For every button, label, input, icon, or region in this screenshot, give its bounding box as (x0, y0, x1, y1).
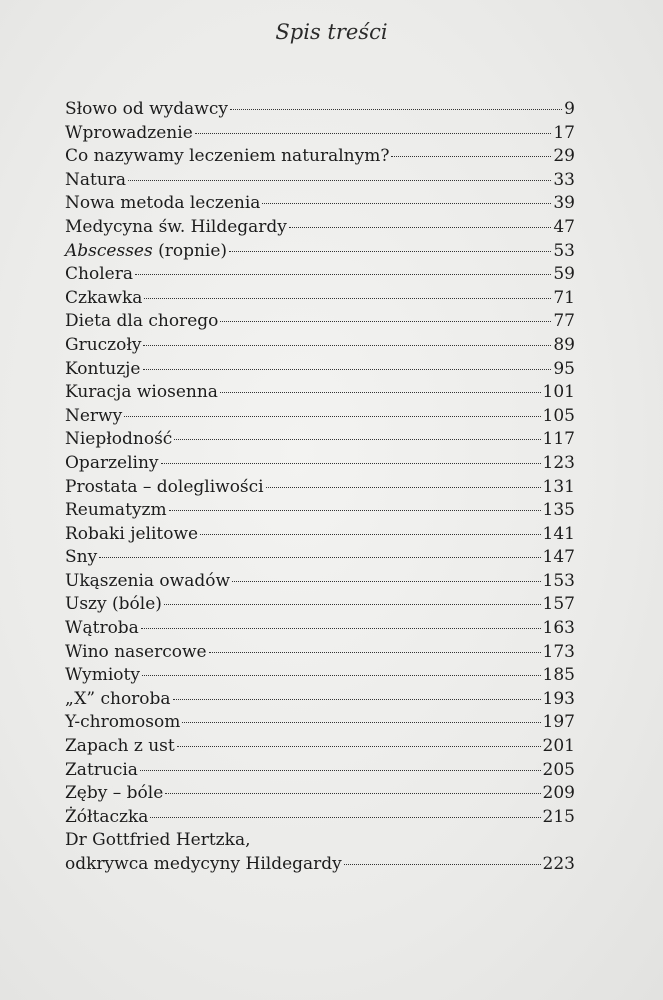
toc-entry (65, 98, 575, 122)
dot-leader (143, 369, 552, 370)
toc-entry-label: Cholera (65, 264, 133, 285)
toc-entry-page: 173 (542, 641, 575, 662)
toc-entry-label: Niepłodność (65, 429, 173, 450)
dot-leader (229, 251, 551, 252)
dot-leader (150, 817, 540, 818)
toc-entry (65, 735, 575, 759)
toc-entry-page: 95 (553, 358, 575, 379)
toc-entry-page: 29 (553, 146, 575, 167)
toc-entry-label: Wino nasercowe (65, 641, 207, 662)
table-of-contents (65, 98, 575, 877)
dot-leader (128, 180, 551, 181)
toc-entry-label: Zatrucia (65, 759, 138, 780)
toc-entry (65, 499, 575, 523)
toc-entry-page: 201 (542, 736, 575, 757)
toc-entry-page: 141 (542, 523, 575, 544)
toc-entry-page: 135 (542, 500, 575, 521)
toc-entry (65, 782, 575, 806)
toc-entry-page: 89 (553, 334, 575, 355)
toc-entry (65, 476, 575, 500)
toc-entry-label (65, 240, 227, 264)
toc-entry (65, 664, 575, 688)
dot-leader (173, 699, 541, 700)
toc-entry-page: 163 (542, 618, 575, 639)
toc-entry (65, 169, 575, 193)
toc-entry (65, 853, 575, 877)
dot-leader (174, 439, 540, 440)
dot-leader (135, 274, 551, 275)
toc-entry (65, 145, 575, 169)
toc-entry-label: Dieta dla chorego (65, 311, 219, 332)
dot-leader (124, 416, 540, 417)
toc-entry (65, 452, 575, 476)
dot-leader (143, 345, 551, 346)
dot-leader (230, 109, 562, 110)
dot-leader (165, 793, 540, 794)
toc-entry (65, 523, 575, 547)
dot-leader (220, 321, 551, 322)
toc-entry-page: 101 (542, 382, 575, 403)
toc-entry-page: 185 (542, 665, 575, 686)
toc-entry (65, 641, 575, 665)
toc-entry (65, 405, 575, 429)
toc-entry-page: 197 (542, 712, 575, 733)
toc-entry-label: Y-chromosom (65, 712, 181, 733)
dot-leader (169, 510, 541, 511)
toc-entry-label: Nerwy (65, 405, 123, 426)
dot-leader (209, 652, 541, 653)
dot-leader (344, 864, 541, 865)
dot-leader (220, 392, 541, 393)
toc-entry-label: odkrywca medycyny Hildegardy (65, 854, 342, 874)
toc-entry-label: Kuracja wiosenna (65, 382, 218, 403)
toc-entry-page: 205 (542, 759, 575, 780)
toc-entry-page: 17 (553, 122, 575, 143)
toc-entry-page: 153 (542, 570, 575, 591)
toc-entry-label-line1: Dr Gottfried Hertzka, (65, 830, 251, 851)
toc-entry-label: Uszy (bóle) (65, 594, 162, 615)
toc-entry-label: Natura (65, 169, 127, 190)
toc-entry (65, 428, 575, 452)
dot-leader (289, 227, 551, 228)
toc-entry (65, 688, 575, 712)
toc-entry-label-italic: Abscesses (65, 240, 153, 261)
toc-entry-label: Sny (65, 547, 98, 568)
dot-leader (195, 133, 552, 134)
dot-leader (200, 534, 540, 535)
dot-leader (144, 298, 551, 299)
toc-entry (65, 617, 575, 641)
dot-leader (141, 628, 541, 629)
dot-leader (262, 203, 551, 204)
toc-entry-page: 157 (542, 594, 575, 615)
toc-entry-label: Wymioty (65, 665, 140, 686)
toc-entry (65, 358, 575, 382)
toc-entry (65, 263, 575, 287)
toc-entry-label: Wprowadzenie (65, 122, 193, 143)
dot-leader (142, 675, 541, 676)
toc-entry-label: „X” choroba (65, 688, 171, 709)
toc-entry-label: Zapach z ust (65, 736, 175, 757)
toc-entry-page: 105 (542, 405, 575, 426)
dot-leader (99, 557, 540, 558)
toc-entry (65, 593, 575, 617)
toc-entry-page: 209 (542, 783, 575, 804)
toc-entry-label: Nowa metoda leczenia (65, 193, 261, 214)
toc-entry-page: 53 (553, 240, 575, 261)
toc-entry (65, 546, 575, 570)
dot-leader (266, 487, 541, 488)
toc-entry-label: Gruczoły (65, 334, 142, 355)
toc-entry (65, 122, 575, 146)
toc-entry (65, 192, 575, 216)
toc-entry (65, 310, 575, 334)
toc-entry-label: Prostata – dolegliwości (65, 476, 264, 497)
toc-entry-label: Reumatyzm (65, 500, 167, 521)
toc-entry (65, 570, 575, 594)
dot-leader (161, 463, 541, 464)
dot-leader (391, 156, 551, 157)
dot-leader (232, 581, 541, 582)
toc-entry-page: 9 (564, 99, 575, 119)
page-title: Spis treści (275, 20, 388, 44)
toc-entry-page: 147 (542, 547, 575, 568)
toc-entry-label: Słowo od wydawcy (65, 99, 228, 119)
toc-entry-page: 47 (553, 216, 575, 237)
toc-entry-page: 39 (553, 193, 575, 214)
toc-entry-label: Robaki jelitowe (65, 523, 199, 544)
toc-entry-label: Oparzeliny (65, 452, 159, 473)
toc-entry (65, 287, 575, 311)
toc-entry (65, 759, 575, 783)
dot-leader (164, 604, 541, 605)
toc-entry-page: 33 (553, 169, 575, 190)
toc-entry (65, 381, 575, 405)
toc-entry (65, 216, 575, 240)
dot-leader (177, 746, 541, 747)
dot-leader (182, 722, 540, 723)
toc-entry-label: Zęby – bóle (65, 783, 164, 804)
dot-leader (140, 770, 541, 771)
toc-entry-label: Medycyna św. Hildegardy (65, 216, 287, 237)
toc-entry-page: 223 (542, 854, 575, 874)
toc-entry (65, 334, 575, 358)
toc-entry-page: 131 (542, 476, 575, 497)
toc-entry-page: 117 (542, 429, 575, 450)
toc-entry-label: Żółtaczka (65, 806, 149, 827)
toc-entry-label: Czkawka (65, 287, 143, 308)
toc-entry-page: 59 (553, 264, 575, 285)
toc-entry-page: 77 (553, 311, 575, 332)
toc-entry-page: 215 (542, 806, 575, 827)
toc-entry-label: Ukąszenia owadów (65, 570, 231, 591)
toc-entry-page: 123 (542, 452, 575, 473)
toc-entry (65, 806, 575, 830)
toc-entry-label: Wątroba (65, 618, 139, 639)
toc-entry-page: 193 (542, 688, 575, 709)
toc-entry-label-rest: (ropnie) (152, 240, 228, 261)
toc-entry (65, 240, 575, 264)
toc-entry (65, 711, 575, 735)
toc-entry-page: 71 (553, 287, 575, 308)
toc-entry-label: Co nazywamy leczeniem naturalnym? (65, 146, 390, 167)
toc-entry-label: Kontuzje (65, 358, 141, 379)
